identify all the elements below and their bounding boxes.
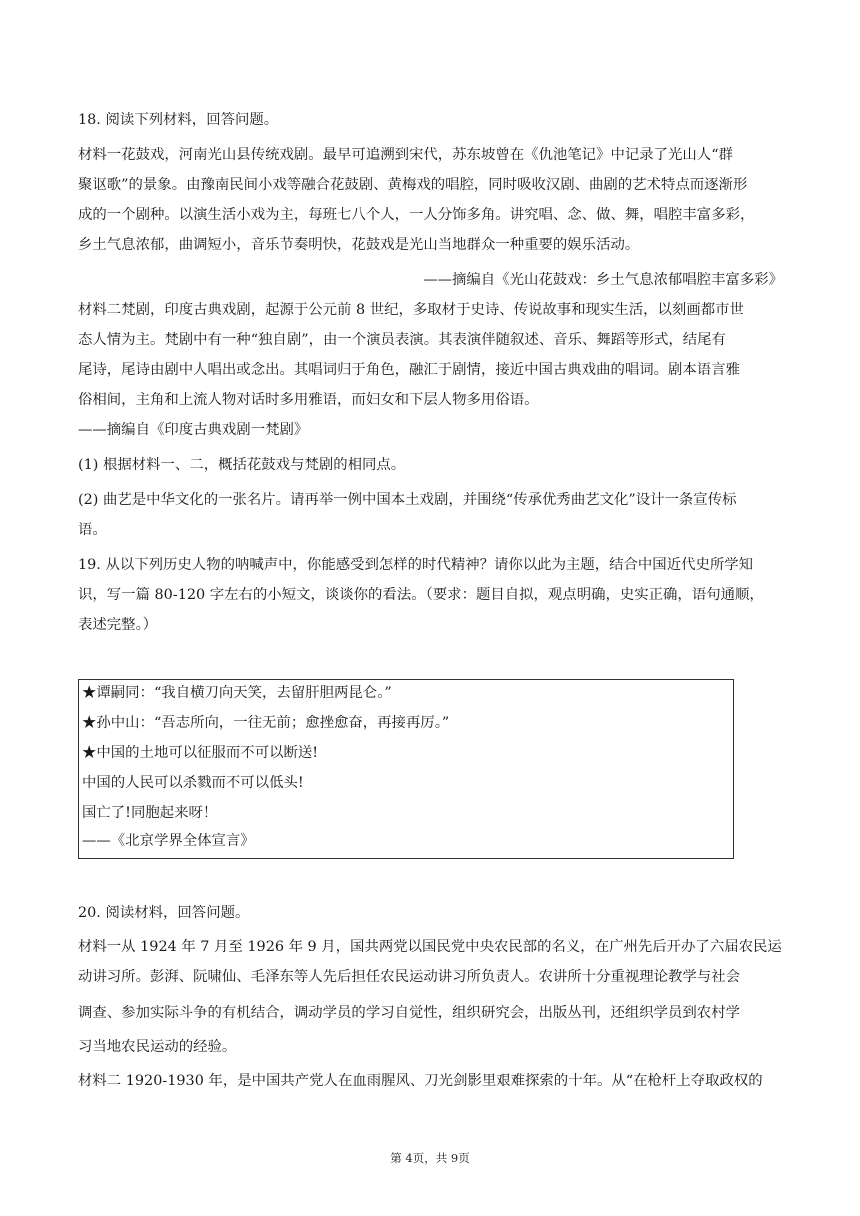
page-footer: 第 4页，共 9页 bbox=[390, 1151, 470, 1165]
q18-material2-line: 尾诗，尾诗由剧中人唱出或念出。其唱词归于角色，融汇于剧情，接近中国古典戏曲的唱词。剧本语言雅 bbox=[78, 362, 740, 378]
q18-material1-line: 材料一花鼓戏，河南光山县传统戏剧。最早可追溯到宋代，苏东坡曾在《仇池笔记》中记录了光山人“群 bbox=[78, 147, 733, 163]
q18-subquestion-2-cont: 语。 bbox=[78, 522, 107, 538]
q18-subquestion-2: (2) 曲艺是中华文化的一张名片。请再举一例中国本土戏剧，并围绕“传承优秀曲艺文化”设计一条宣传标 bbox=[78, 492, 737, 508]
q18-material2-line: 态人情为主。梵剧中有一种“独自剧”，由一个演员表演。其表演伴随叙述、音乐、舞蹈等形式，结尾有 bbox=[78, 332, 726, 348]
q18-title: 18. 阅读下列材料，回答问题。 bbox=[78, 112, 279, 128]
quote-tan-sitong: ★谭嗣同：“我自横刀向天笑，去留肝胆两昆仑。” bbox=[82, 685, 392, 701]
q19-prompt-line: 19. 从以下列历史人物的呐喊声中，你能感受到怎样的时代精神？请你以此为主题，结合中国近代史所学知 bbox=[78, 557, 754, 573]
quote-declaration-line: 中国的人民可以杀戮而不可以低头! bbox=[82, 775, 304, 791]
q20-material1-line: 动讲习所。彭湃、阮啸仙、毛泽东等人先后担任农民运动讲习所负责人。农讲所十分重视理论教学与社会 bbox=[78, 969, 740, 985]
quote-declaration-line: ★中国的土地可以征服而不可以断送! bbox=[82, 745, 319, 761]
q18-material1-line: 乡土气息浓郁，曲调短小，音乐节奏明快，花鼓戏是光山当地群众一种重要的娱乐活动。 bbox=[78, 237, 640, 253]
q18-material1-line: 聚讴歌”的景象。由豫南民间小戏等融合花鼓剧、黄梅戏的唱腔，同时吸收汉剧、曲剧的艺术特点而逐渐形 bbox=[78, 177, 748, 193]
q20-material1-line: 习当地农民运动的经验。 bbox=[78, 1039, 237, 1055]
quote-declaration-line: 国亡了!同胞起来呀！ bbox=[82, 805, 218, 821]
q19-prompt-line: 表述完整。） bbox=[78, 617, 158, 633]
q18-subquestion-1: (1) 根据材料一、二，概括花鼓戏与梵剧的相同点。 bbox=[78, 457, 406, 473]
quote-sun-zhongshan: ★孙中山：“吾志所向，一往无前；愈挫愈奋，再接再厉。” bbox=[82, 715, 450, 731]
q18-material2-line: 材料二梵剧，印度古典戏剧，起源于公元前 8 世纪，多取材于史诗、传说故事和现实生活，以刻画都市世 bbox=[78, 302, 744, 318]
q18-material1-line: 成的一个剧种。以演生活小戏为主，每班七八个人，一人分饰多角。讲究唱、念、做、舞，唱腔丰富多彩， bbox=[78, 207, 755, 223]
q20-material1-line: 调查、参加实际斗争的有机结合，调动学员的学习自觉性，组织研究会，出版丛刊，还组织学员到农村学 bbox=[78, 1005, 740, 1021]
q18-material2-source: ——摘编自《印度古典戏剧一梵剧》 bbox=[78, 422, 309, 438]
q18-material1-source: ——摘编自《光山花鼓戏：乡土气息浓郁唱腔丰富多彩》 bbox=[423, 272, 783, 288]
q18-material2-line: 俗相间，主角和上流人物对话时多用雅语，而妇女和下层人物多用俗语。 bbox=[78, 392, 539, 408]
q20-title: 20. 阅读材料，回答问题。 bbox=[78, 905, 250, 921]
quote-declaration-source: ——《北京学界全体宣言》 bbox=[82, 833, 255, 849]
q19-prompt-line: 识，写一篇 80-120 字左右的小短文，谈谈你的看法。（要求：题目自拟，观点明确，史实正确，语句通顺， bbox=[78, 587, 764, 603]
q19-quote-box bbox=[78, 679, 734, 859]
q20-material1-line: 材料一从 1924 年 7 月至 1926 年 9 月，国共两党以国民党中央农民部的名义，在广州先后开办了六届农民运 bbox=[78, 939, 782, 955]
q20-material2-line: 材料二 1920-1930 年，是中国共产党人在血雨腥风、刀光剑影里艰难探索的十年。从“在枪杆上夺取政权的 bbox=[78, 1073, 763, 1089]
